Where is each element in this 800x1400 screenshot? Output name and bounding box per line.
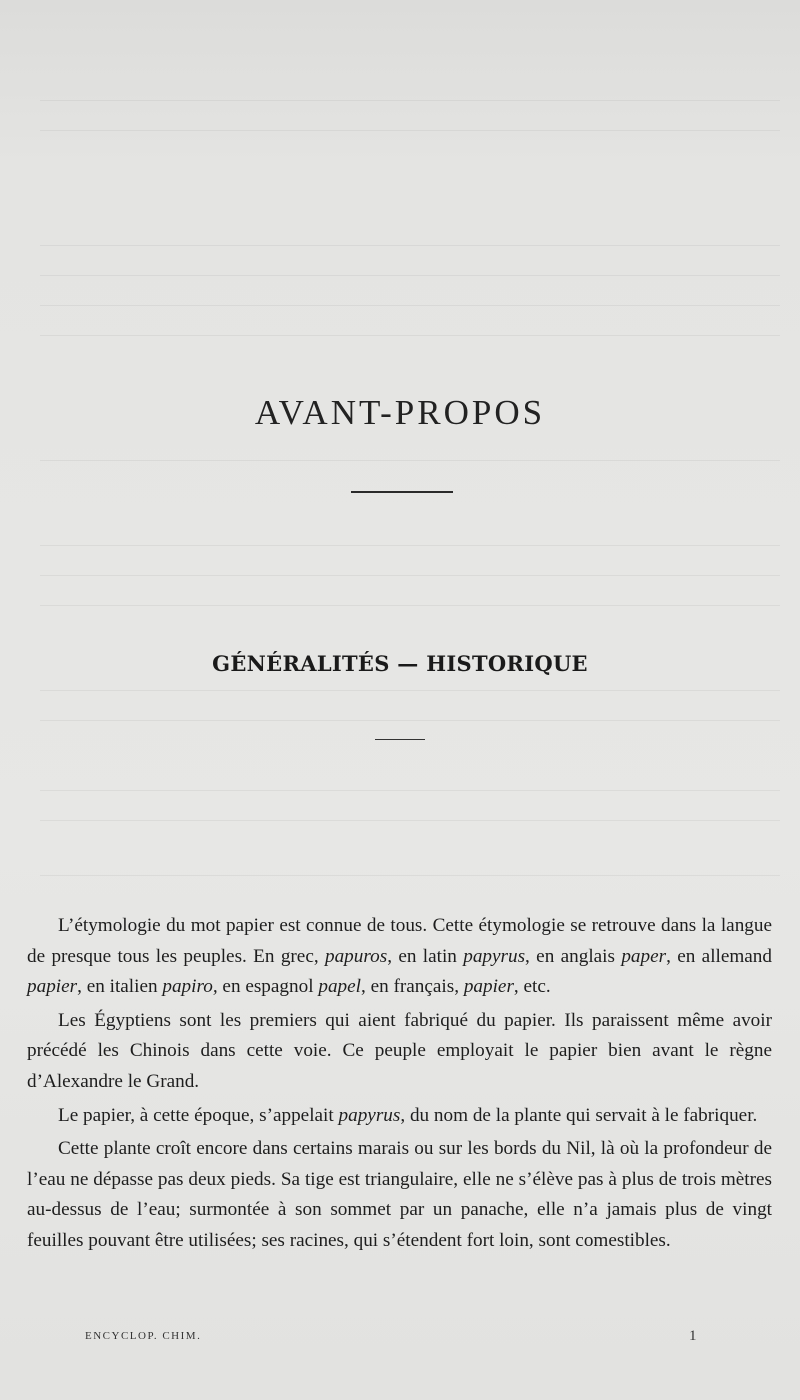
title-divider: [351, 491, 453, 493]
section-divider: [375, 739, 425, 740]
text-run: Les Égyptiens sont les premiers qui aient fabriqué du papier. Ils paraissent même avoir précédé les Chinois dans cette voie. Ce peuple employait le papier bien avant le règne d’Alexandre le Grand.: [27, 1009, 772, 1092]
paragraph: [27, 1006, 772, 1098]
italic-term: papier: [463, 976, 514, 998]
text-run: Cette plante croît encore dans certains marais ou sur les bords du Nil, là où la profondeur de l’eau ne dépasse pas deux pieds. Sa tige est triangulaire, elle ne s’élève pas à plus de trois mètres au-dessus de l’eau; surmontée à son sommet par un panache, elle n’a jamais plus de vingt feuilles pouvant être utilisées; ses racines, qui s’étendent fort loin, sont comestibles.: [27, 1138, 772, 1251]
paragraph: [27, 911, 772, 1003]
show-through-line: [40, 305, 780, 306]
page-number: 1: [689, 1328, 697, 1344]
show-through-line: [40, 605, 780, 606]
text-run: Le papier, à cette époque, s’appelait: [58, 1104, 339, 1126]
show-through-line: [40, 575, 780, 576]
show-through-line: [40, 545, 780, 546]
text-run: , etc.: [513, 976, 551, 998]
italic-term: papyrus: [463, 945, 526, 967]
show-through-line: [40, 245, 780, 246]
show-through-line: [40, 130, 780, 131]
text-run: , en anglais: [525, 945, 622, 967]
paragraph: [27, 1134, 772, 1256]
page-footer: [0, 1330, 800, 1350]
section-heading: GÉNÉRALITÉS — HISTORIQUE: [212, 651, 588, 676]
show-through-line: [40, 100, 780, 101]
text-run: L’étymologie du mot papier est connue de tous. Cette étymologie se retrouve dans la langue de presque tous les peuples. En grec,: [27, 915, 772, 967]
show-through-line: [40, 875, 780, 876]
show-through-line: [40, 460, 780, 461]
body-text: [27, 911, 772, 1260]
show-through-line: [40, 720, 780, 721]
italic-term: papier: [27, 976, 78, 998]
paragraph: [27, 1101, 772, 1132]
text-run: , en italien: [77, 976, 163, 998]
show-through-line: [40, 275, 780, 276]
italic-term: papel: [318, 976, 361, 998]
show-through-line: [40, 335, 780, 336]
text-run: , en français,: [360, 976, 464, 998]
text-run: en espagnol: [217, 976, 319, 998]
page-title: AVANT-PROPOS: [254, 393, 546, 432]
text-run: , en allemand: [666, 945, 772, 967]
italic-term: paper: [621, 945, 667, 967]
text-run: , du nom de la plante qui servait à le fabriquer.: [400, 1104, 758, 1126]
italic-term: papiro,: [162, 976, 218, 998]
show-through-line: [40, 820, 780, 821]
italic-term: papuros: [324, 945, 388, 967]
italic-term: papyrus: [338, 1104, 401, 1126]
footer-signature: ENCYCLOP. CHIM.: [85, 1330, 202, 1342]
text-run: , en latin: [387, 945, 464, 967]
show-through-line: [40, 690, 780, 691]
show-through-line: [40, 790, 780, 791]
